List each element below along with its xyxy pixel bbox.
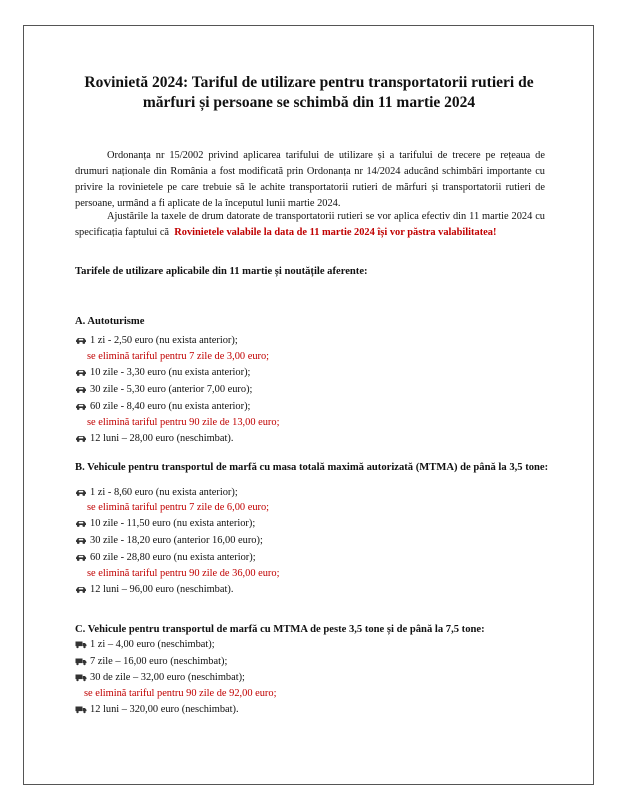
car-icon — [75, 585, 87, 594]
list-item-text: 60 zile - 8,40 euro (nu exista anterior); — [90, 401, 251, 412]
section-a-heading: A. Autoturisme — [75, 316, 145, 327]
second-paragraph-text: Ajustările la taxele de drum datorate de transportatorii rutieri se vor aplica efectiv din 11 martie 2024 cu specificația faptului că — [75, 211, 545, 238]
list-item-text: 30 zile - 5,30 euro (anterior 7,00 euro); — [90, 384, 253, 395]
list-item-text: 30 zile - 18,20 euro (anterior 16,00 euro); — [90, 535, 263, 546]
tariffs-heading: Tarifele de utilizare aplicabile din 11 martie și noutățile aferente: — [75, 266, 368, 277]
validity-highlight: Rovinietele valabile la data de 11 martie 2024 își vor păstra valabilitatea! — [174, 227, 497, 238]
list-item-text: 1 zi – 4,00 euro (neschimbat); — [90, 639, 215, 650]
list-item-text: 10 zile - 11,50 euro (nu exista anterior); — [90, 518, 256, 529]
intro-paragraph — [75, 148, 545, 212]
removed-tariff-note: se elimină tariful pentru 7 zile de 6,00 euro; — [87, 502, 270, 513]
removed-tariff-note: se elimină tariful pentru 90 zile de 36,00 euro; — [87, 568, 280, 579]
second-paragraph — [75, 209, 545, 241]
car-icon — [75, 402, 87, 411]
list-item — [75, 401, 250, 412]
list-item-text: 30 de zile – 32,00 euro (neschimbat); — [90, 672, 245, 683]
section-c-heading: C. Vehicule pentru transportul de marfă cu MTMA de peste 3,5 tone și de până la 7,5 tone: — [75, 624, 485, 635]
list-item — [75, 656, 227, 667]
removed-tariff-note: se elimină tariful pentru 90 zile de 92,00 euro; — [84, 688, 277, 699]
list-item — [75, 367, 250, 378]
car-icon — [75, 488, 87, 497]
removed-tariff-note: se elimină tariful pentru 7 zile de 3,00 euro; — [87, 351, 270, 362]
list-item — [75, 584, 233, 595]
list-item — [75, 433, 233, 444]
document-title: Rovinietă 2024: Tariful de utilizare pentru transportatorii rutieri de mărfuri și persoane se schimbă din 11 martie 2024 — [84, 74, 534, 111]
car-icon — [75, 434, 87, 443]
list-item — [75, 552, 256, 563]
intro-paragraph-text: Ordonanța nr 15/2002 privind aplicarea tarifului de utilizare și a tarifului de trecere pe rețeaua de drumuri naționale din România a fost modificată prin Ordonanța nr 14/2024 aducând schimbări importante cu privire la rovinietele pe care trebuie să le achite transportatorii rutieri de mărfuri și transportatorii rutieri de persoane, urmând a fi aplicate de la începutul lunii martie 2024. — [75, 150, 545, 209]
car-icon — [75, 385, 87, 394]
list-item-text: 60 zile - 28,80 euro (nu exista anterior); — [90, 552, 256, 563]
list-item — [75, 535, 263, 546]
list-item — [75, 639, 215, 650]
list-item-text: 12 luni – 320,00 euro (neschimbat). — [90, 704, 239, 715]
car-icon — [75, 519, 87, 528]
car-icon — [75, 553, 87, 562]
car-icon — [75, 336, 87, 345]
list-item — [75, 518, 255, 529]
list-item-text: 12 luni – 96,00 euro (neschimbat). — [90, 584, 234, 595]
list-item — [75, 672, 245, 683]
list-item-text: 7 zile – 16,00 euro (neschimbat); — [90, 656, 228, 667]
list-item-text: 1 zi - 8,60 euro (nu exista anterior); — [90, 487, 238, 498]
section-b-heading: B. Vehicule pentru transportul de marfă cu masa totală maximă autorizată (MTMA) de până la 3,5 tone: — [75, 462, 549, 473]
list-item — [75, 384, 252, 395]
truck-icon — [75, 705, 87, 714]
list-item-text: 12 luni – 28,00 euro (neschimbat). — [90, 433, 234, 444]
truck-icon — [75, 640, 87, 649]
list-item — [75, 704, 239, 715]
truck-icon — [75, 657, 87, 666]
list-item-text: 10 zile - 3,30 euro (nu exista anterior); — [90, 367, 251, 378]
list-item — [75, 487, 238, 498]
car-icon — [75, 368, 87, 377]
list-item-text: 1 zi - 2,50 euro (nu exista anterior); — [90, 335, 238, 346]
truck-icon — [75, 673, 87, 682]
removed-tariff-note: se elimină tariful pentru 90 zile de 13,00 euro; — [87, 417, 280, 428]
list-item — [75, 335, 238, 346]
car-icon — [75, 536, 87, 545]
